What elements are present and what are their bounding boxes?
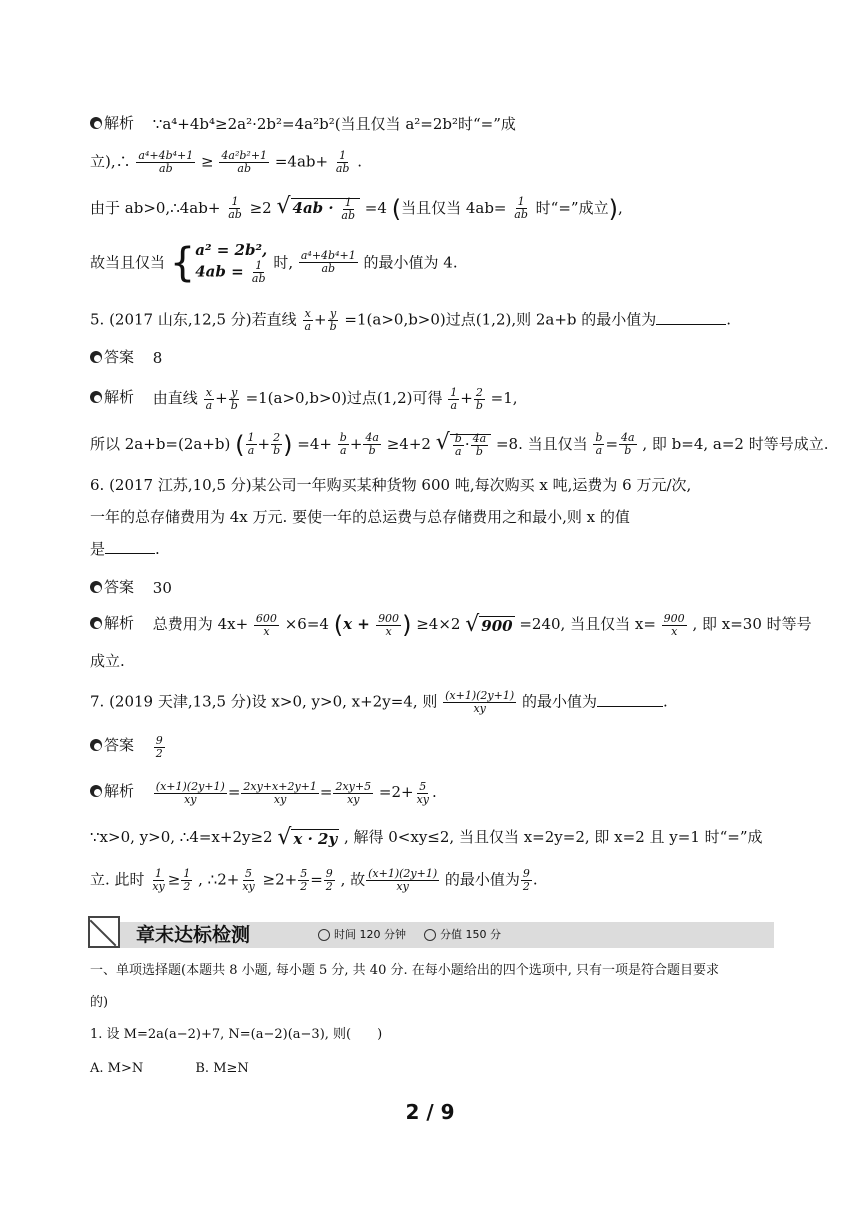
section-heading-line1: 一、单项选择题(本题共 8 小题, 每小题 5 分, 共 40 分. 在每小题给出的四个选项中, 只有一项是符合题目要求	[90, 963, 720, 978]
q6-stem-line2: 一年的总存储费用为 4x 万元. 要使一年的总运费与总存储费用之和最小,则 x 的值	[90, 508, 630, 526]
q4-analysis-line4: 故当且仅当 { a² = 2b², 4ab = $\frac{1}{ab}$ 时, $\frac{\text{a⁴+4b⁴+1}}{ab}$ 的最小值为 4.	[90, 239, 458, 286]
analysis-icon	[90, 785, 102, 797]
analysis-label: 解析	[90, 386, 134, 408]
q4-analysis-line2: 立),∴ $\frac{\text{a⁴+4b⁴+1}}{ab}$ ≥ $\frac{\text{4a²b²+1}}{ab}$ =4ab+ $\frac{1}{ab}$ .	[90, 149, 363, 175]
option-a: A. M>N	[90, 1061, 144, 1076]
analysis-icon	[90, 617, 102, 629]
answer-blank	[597, 706, 663, 707]
q7-analysis-line2: ∵x>0, y>0, ∴4=x+2y≥2 √ x · 2y , 解得 0<xy≤2, 当且仅当 x=2y=2, 即 x=2 且 y=1 时“=”成	[90, 824, 763, 850]
analysis-icon	[90, 391, 102, 403]
q7-analysis-line3: 立. 此时 $\frac{1}{xy}$ ≥ $\frac{1}{2}$ , ∴2+ $\frac{5}{xy}$ ≥2+ $\frac{5}{2}$ = $\frac{9}{2}$ , 故 $\frac{(x+1)(2y+1)}{xy}$ 的最小值为 $\frac{9}{2}$ .	[90, 867, 538, 893]
q6-answer: 答案 30	[90, 576, 172, 599]
q6-stem-line3: 是 .	[90, 540, 160, 558]
answer-label: 答案	[90, 346, 134, 368]
q5-stem: 5. (2017 山东,12,5 分)若直线 $\frac{x}{a}$ + $\frac{y}{b}$ =1(a>0,b>0)过点(1,2),则 2a+b 的最小值为 .	[90, 307, 732, 333]
answer-icon	[90, 351, 102, 363]
q6-stem-line1: 6. (2017 江苏,10,5 分)某公司一年购买某种货物 600 吨,每次购买 x 吨,运费为 6 万元/次,	[90, 476, 692, 494]
banner-title: 章末达标检测	[136, 924, 251, 946]
analysis-label: 解析	[90, 612, 134, 634]
q4-analysis-line3: 由于 ab>0,∴4ab+ $\frac{1}{ab}$ ≥2 √ 4ab · $\frac{1}{ab}$ =4 (当且仅当 4ab= $\frac{1}{ab}$ 时“=”成立),	[90, 194, 623, 223]
answer-blank	[656, 324, 726, 325]
answer-icon	[90, 739, 102, 751]
q7-stem: 7. (2019 天津,13,5 分)设 x>0, y>0, x+2y=4, 则 $\frac{(x+1)(2y+1)}{xy}$ 的最小值为 .	[90, 689, 668, 715]
answer-label: 答案	[90, 576, 134, 598]
q5-analysis-line1: 解析 由直线 $\frac{x}{a}$ + $\frac{y}{b}$ =1(a>0,b>0)过点(1,2)可得 $\frac{1}{a}$ + $\frac{2}{b}$ =1,	[90, 386, 518, 412]
answer-blank	[105, 553, 155, 554]
answer-label: 答案	[90, 734, 134, 756]
analysis-label: 解析	[90, 780, 134, 802]
banner-meta: 时间 120 分钟 分值 150 分	[318, 926, 501, 942]
clock-icon	[318, 929, 330, 941]
q1-stem: 1. 设 M=2a(a−2)+7, N=(a−2)(a−3), 则( )	[90, 1027, 383, 1042]
page-number: 2 / 9	[405, 1100, 455, 1124]
chapter-test-banner	[88, 916, 774, 948]
q5-answer: 答案 8	[90, 346, 162, 369]
q6-analysis-line1: 解析 总费用为 4x+ $\frac{600}{x}$ ×6=4 (x + $\frac{900}{x}$ ) ≥4×2 √ 900 =240, 当且仅当 x= $\frac{900}{x}$ , 即 x=30 时等号	[90, 612, 812, 638]
check-icon	[424, 929, 436, 941]
q4-analysis-line1: 解析 ∵a⁴+4b⁴≥2a²·2b²=4a²b²(当且仅当 a²=2b²时“=”成	[90, 112, 516, 135]
q7-analysis-line1: 解析 $\frac{(x+1)(2y+1)}{xy}$ = $\frac{2xy+x+2y+1}{xy}$ = $\frac{2xy+5}{xy}$ =2+ $\frac{5}{xy}$ .	[90, 780, 437, 806]
analysis-label: 解析	[90, 112, 134, 134]
section-heading-line2: 的)	[90, 995, 109, 1010]
q1-options	[90, 1058, 249, 1080]
q7-answer: 答案 $\frac{9}{2}$	[90, 734, 166, 760]
analysis-icon	[90, 117, 102, 129]
q6-analysis-line2: 成立.	[90, 652, 125, 670]
q5-analysis-line2: 所以 2a+b=(2a+b) ( $\frac{1}{a}$ + $\frac{2}{b}$ ) =4+ $\frac{b}{a}$ + $\frac{4a}{b}$ ≥4+2 √ $\frac{b}{a}$ · $\frac{4a}{b}$ =8. 当且仅当 $\frac{b}{a}$ = $\frac{4a}{b}$ , 即 b=4, a=2 时等号成立.	[90, 430, 829, 459]
answer-icon	[90, 581, 102, 593]
option-b: B. M≥N	[195, 1061, 249, 1076]
banner-logo-icon	[88, 916, 120, 948]
